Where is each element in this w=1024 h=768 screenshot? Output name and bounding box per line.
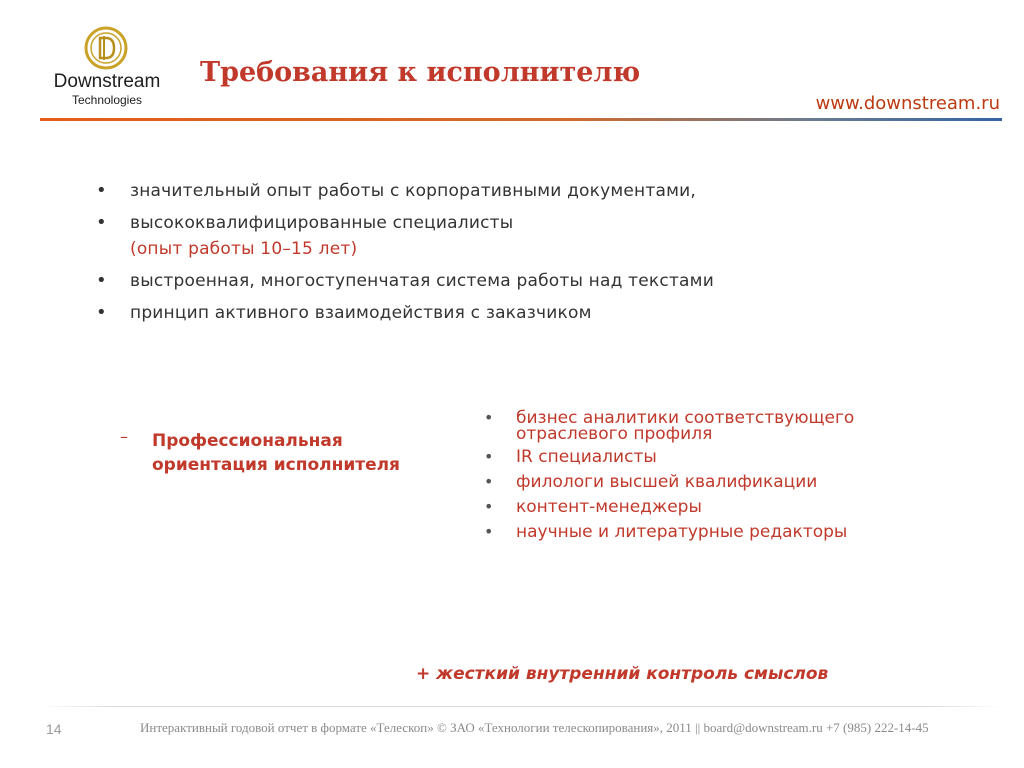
dash-marker: –	[120, 427, 128, 446]
bullet-icon: •	[96, 270, 107, 291]
list-item	[484, 472, 944, 492]
footer-divider	[40, 706, 1002, 707]
list-item	[96, 178, 736, 204]
list-item-text: научные и литературные редакторы	[516, 522, 848, 542]
bullet-icon: •	[484, 408, 494, 427]
page-number: 14	[46, 721, 62, 737]
requirements-list	[96, 178, 736, 332]
list-item-text: IR специалисты	[516, 447, 657, 467]
website-link[interactable]: www.downstream.ru	[815, 93, 1000, 114]
page-title: Требования к исполнителю	[200, 57, 641, 88]
bullet-icon: •	[96, 212, 107, 233]
logo-name: Downstream	[53, 71, 161, 92]
list-item	[96, 210, 736, 262]
company-logo	[44, 26, 172, 106]
list-item	[96, 300, 736, 326]
list-item	[484, 410, 944, 442]
bullet-icon: •	[96, 302, 107, 323]
control-note: + жесткий внутренний контроль смыслов	[416, 664, 829, 684]
list-item	[96, 268, 736, 294]
list-item	[484, 497, 944, 517]
bullet-icon: •	[484, 447, 494, 466]
specialists-list	[484, 410, 944, 547]
list-item-text: контент-менеджеры	[516, 497, 702, 517]
logo-subtitle: Technologies	[71, 93, 143, 107]
downstream-logo-icon	[84, 26, 128, 70]
list-item-text: филологи высшей квалификации	[516, 472, 818, 492]
list-item-text: бизнес аналитики соответствующего отраслевого профиля	[516, 408, 855, 444]
header-divider	[40, 118, 1002, 121]
bullet-icon: •	[484, 472, 494, 491]
list-item-text: высококвалифицированные специалисты	[130, 213, 514, 233]
list-item	[484, 447, 944, 467]
list-item-text: выстроенная, многоступенчатая система работы над текстами	[130, 271, 714, 291]
list-item-text: принцип активного взаимодействия с заказчиком	[130, 303, 592, 323]
bullet-icon: •	[484, 522, 494, 541]
experience-note: (опыт работы 10–15 лет)	[130, 239, 358, 259]
footer-text: Интерактивный годовой отчет в формате «Телескоп» © ЗАО «Технологии телескопирования», 2011 || board@downstream.ru +7 (985) 222-14-45	[140, 720, 929, 735]
orientation-heading	[152, 429, 452, 477]
orientation-line-1: Профессиональная	[152, 431, 343, 451]
bullet-icon: •	[484, 497, 494, 516]
bullet-icon: •	[96, 180, 107, 201]
list-item	[484, 522, 944, 542]
list-item-text: значительный опыт работы с корпоративными документами,	[130, 181, 696, 201]
orientation-line-2: ориентация исполнителя	[152, 455, 400, 475]
